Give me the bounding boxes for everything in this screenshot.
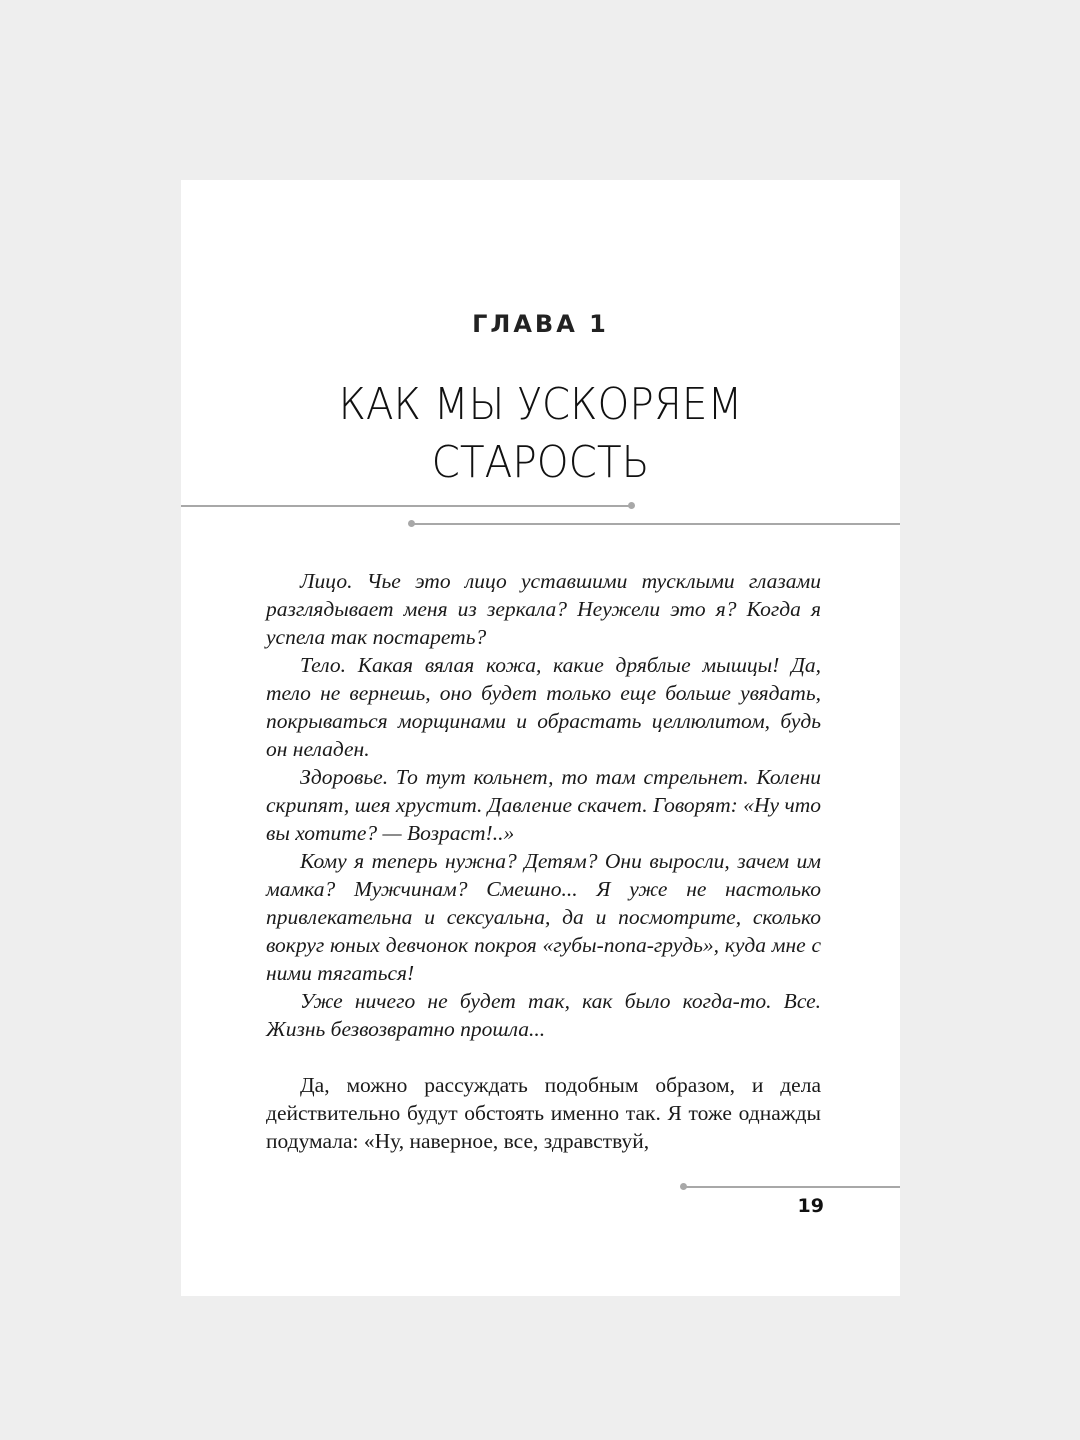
chapter-title-line-2: СТАРОСТЬ <box>431 437 650 488</box>
rule-dot-upper <box>628 502 635 509</box>
decorative-rule-lower <box>412 523 900 525</box>
chapter-title <box>210 376 871 492</box>
chapter-title-line-1: КАК МЫ УСКОРЯЕМ <box>338 379 743 430</box>
page-number: 19 <box>797 1195 824 1217</box>
chapter-label: ГЛАВА 1 <box>472 310 609 338</box>
body-paragraph: Да, можно рассуждать подобным образом, и дела действительно будут обстоять именно так. Я тоже однажды подумала: «Ну, наверное, все, здравствуй, <box>266 1073 821 1153</box>
italic-paragraph: Уже ничего не будет так, как было когда-то. Все. Жизнь безвозвратно прошла... <box>266 989 821 1041</box>
decorative-rule-upper <box>181 505 631 507</box>
body-text <box>266 567 821 1155</box>
book-page <box>181 180 900 1296</box>
italic-paragraph: Здоровье. То тут кольнет, то там стрельнет. Колени скрипят, шея хрустит. Давление скачет. Говорят: «Ну что вы хотите? — Возраст!..» <box>266 765 821 845</box>
italic-paragraph: Лицо. Чье это лицо уставшими тусклыми глазами разглядывает меня из зеркала? Неужели это я? Когда я успела так постареть? <box>266 569 821 649</box>
italic-paragraph: Кому я теперь нужна? Детям? Они выросли, зачем им мамка? Мужчинам? Смешно... Я уже не настолько привлекательна и сексуальна, да и посмотрите, сколько вокруг юных девчонок покроя «губы-попа-грудь», куда мне с ними тягаться! <box>266 849 821 985</box>
italic-paragraph: Тело. Какая вялая кожа, какие дряблые мышцы! Да, тело не вернешь, оно будет только еще больше увядать, покрываться морщинами и обрастать целлюлитом, будь он неладен. <box>266 653 821 761</box>
footer-rule <box>684 1186 900 1188</box>
